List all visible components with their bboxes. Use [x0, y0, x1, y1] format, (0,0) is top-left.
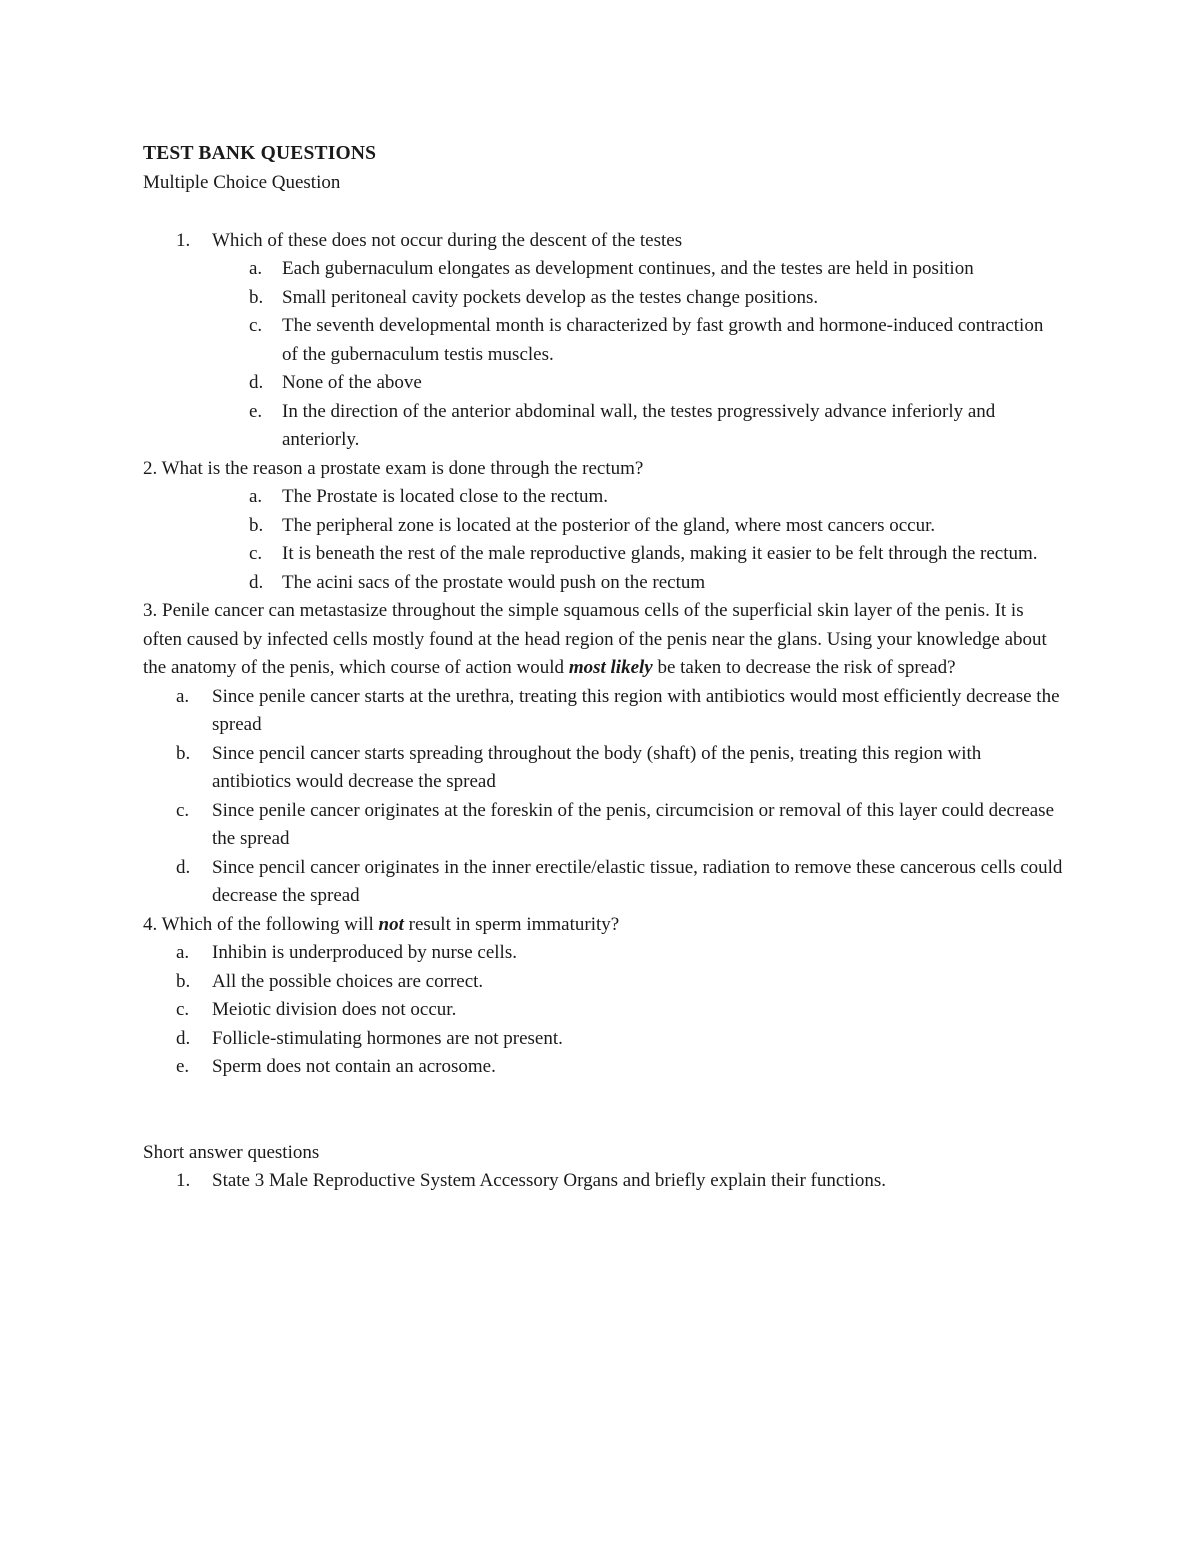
option-label: d. — [249, 571, 264, 593]
option-label: e. — [249, 400, 263, 422]
section-heading-short-answer: Short answer questions — [143, 1141, 320, 1163]
option-label: a. — [176, 685, 190, 707]
question-text-part: 3. Penile cancer can metastasize throughout the simple squamous cells of the superficial skin layer of the penis. It is often caused by infected cells mostly found at the head region of the penis near the glans. Using your knowledge about the anatomy of the penis, which course of action would — [143, 600, 1047, 678]
question-emphasis: most likely — [568, 657, 653, 678]
option-3c — [143, 797, 1063, 854]
option-text: Since pencil cancer starts spreading throughout the body (shaft) of the penis, treating this region with antibiotics would decrease the spread — [212, 742, 982, 792]
option-label: d. — [176, 856, 191, 878]
option-label: d. — [176, 1027, 191, 1049]
option-text: Follicle-stimulating hormones are not present. — [212, 1027, 563, 1049]
question-2-text: 2. What is the reason a prostate exam is done through the rectum? — [143, 457, 644, 479]
option-4c — [143, 996, 1063, 1025]
option-2c — [143, 540, 1063, 569]
option-label: c. — [176, 799, 190, 821]
option-label: d. — [249, 372, 264, 393]
question-4-text — [143, 911, 1063, 940]
option-label: b. — [249, 286, 264, 308]
option-2a — [143, 483, 1063, 512]
option-3b — [143, 740, 1063, 797]
option-text: None of the above — [282, 372, 422, 393]
option-text: The seventh developmental month is characterized by fast growth and hormone-induced contraction of the gubernaculum testis muscles. — [282, 315, 1044, 365]
question-text-part: result in sperm immaturity? — [403, 913, 620, 935]
option-4d — [143, 1025, 1063, 1054]
section-heading-multiple-choice: Multiple Choice Question — [143, 172, 341, 193]
option-text: The Prostate is located close to the rectum. — [282, 486, 609, 507]
option-text: Inhibin is underproduced by nurse cells. — [212, 942, 517, 963]
question-1 — [143, 227, 1063, 256]
question-number: 1. — [176, 229, 191, 251]
option-2b — [143, 512, 1063, 541]
question-text-part: 4. Which of the following will — [143, 913, 379, 935]
option-text: Each gubernaculum elongates as development continues, and the testes are held in position — [282, 258, 974, 279]
option-1c — [143, 312, 1063, 369]
question-emphasis: not — [378, 913, 404, 935]
option-text: It is beneath the rest of the male reproductive glands, making it easier to be felt through the rectum. — [282, 543, 1038, 564]
question-text: Which of these does not occur during the descent of the testes — [212, 229, 683, 251]
option-label: a. — [249, 486, 263, 507]
question-3-text — [143, 597, 1063, 683]
option-label: c. — [176, 999, 190, 1020]
option-text: The acini sacs of the prostate would push on the rectum — [282, 571, 706, 593]
option-label: a. — [176, 942, 190, 963]
option-1e — [143, 398, 1063, 455]
option-text: The peripheral zone is located at the posterior of the gland, where most cancers occur. — [282, 514, 936, 536]
option-label: b. — [176, 970, 191, 992]
document-title: TEST BANK QUESTIONS — [143, 143, 377, 164]
question-text-part: be taken to decrease the risk of spread? — [652, 657, 956, 678]
option-3d — [143, 854, 1063, 911]
option-text: Since penile cancer originates at the foreskin of the penis, circumcision or removal of this layer could decrease the spread — [212, 799, 1055, 849]
option-1a — [143, 255, 1063, 284]
option-3a — [143, 683, 1063, 740]
document-page — [143, 140, 1063, 1196]
option-label: e. — [176, 1056, 190, 1077]
option-label: a. — [249, 258, 263, 279]
option-text: Since pencil cancer originates in the inner erectile/elastic tissue, radiation to remove these cancerous cells could decrease the spread — [212, 856, 1063, 906]
option-label: b. — [176, 742, 191, 764]
short-question-1 — [143, 1167, 1063, 1196]
option-text: Since penile cancer starts at the urethra, treating this region with antibiotics would most efficiently decrease the spread — [212, 685, 1060, 735]
option-2d — [143, 569, 1063, 598]
option-4e — [143, 1053, 1063, 1082]
option-label: c. — [249, 315, 263, 336]
option-label: c. — [249, 543, 263, 564]
option-text: In the direction of the anterior abdominal wall, the testes progressively advance inferiorly and anteriorly. — [282, 400, 996, 450]
question-number: 1. — [176, 1170, 191, 1191]
question-text: State 3 Male Reproductive System Accessory Organs and briefly explain their functions. — [212, 1170, 886, 1191]
option-4a — [143, 939, 1063, 968]
option-text: Meiotic division does not occur. — [212, 999, 457, 1020]
option-text: All the possible choices are correct. — [212, 970, 484, 992]
option-4b — [143, 968, 1063, 997]
option-text: Small peritoneal cavity pockets develop as the testes change positions. — [282, 286, 819, 308]
option-1d — [143, 369, 1063, 398]
option-text: Sperm does not contain an acrosome. — [212, 1056, 496, 1077]
option-1b — [143, 284, 1063, 313]
option-label: b. — [249, 514, 264, 536]
